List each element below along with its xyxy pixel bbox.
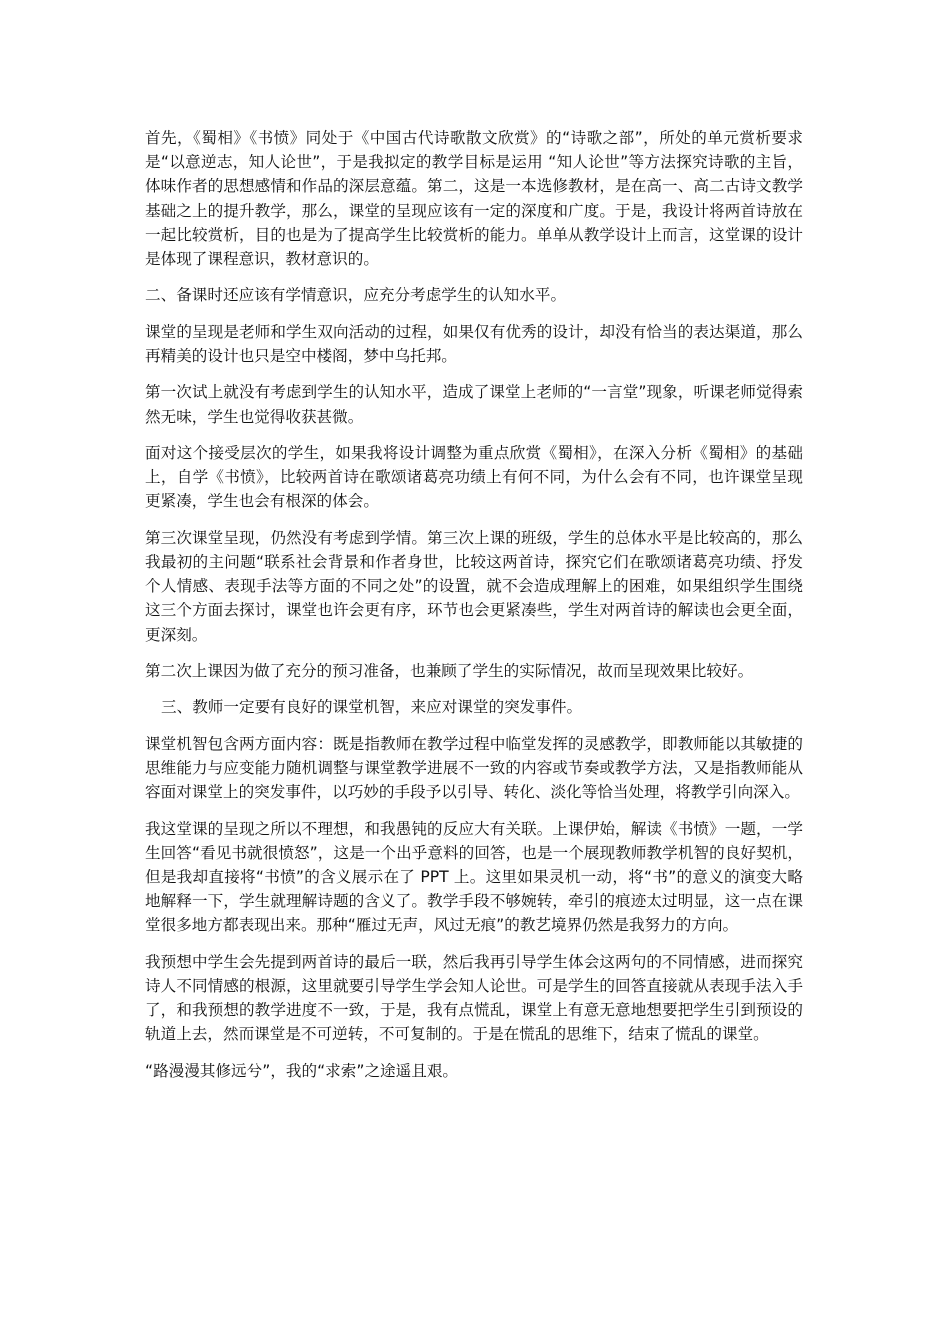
paragraph-reflection-expectation: 我预想中学生会先提到两首诗的最后一联，然后我再引导学生体会这两句的不同情感，进而探究诗人不同情感的根源，这里就要引导学生学会知人论世。可是学生的回答直接就从表现手法入手了，和我预想的教学进度不一致，于是，我有点慌乱，课堂上有意无意地想要把学生引到预设的轨道上去，然而课堂是不可逆转，不可复制的。于是在慌乱的思维下，结束了慌乱的课堂。 (145, 952, 803, 1044)
paragraph-two-way-activity: 课堂的呈现是老师和学生双向活动的过程，如果仅有优秀的设计，却没有恰当的表达渠道，那么再精美的设计也只是空中楼阁，梦中乌托邦。 (145, 322, 803, 365)
paragraph-classroom-wit-definition: 课堂机智包含两方面内容：既是指教师在教学过程中临堂发挥的灵感教学，即教师能以其敏捷的思维能力与应变能力随机调整与课堂教学进展不一致的内容或节奏或教学方法，又是指教师能从容面对课堂上的突发事件，以巧妙的手段予以引导、转化、淡化等恰当处理，将教学引向深入。 (145, 734, 803, 802)
paragraph-first-trial: 第一次试上就没有考虑到学生的认知水平，造成了课堂上老师的“一言堂”现象，听课老师觉得索然无味，学生也觉得收获甚微。 (145, 383, 803, 426)
paragraph-third-lesson: 第三次课堂呈现，仍然没有考虑到学情。第三次上课的班级，学生的总体水平是比较高的，那么我最初的主问题“联系社会背景和作者身世，比较这两首诗，探究它们在歌颂诸葛亮功绩、抒发个人情感、表现手法等方面的不同之处”的设置，就不会造成理解上的困难，如果组织学生围绕这三个方面去探讨，课堂也许会更有序，环节也会更紧凑些，学生对两首诗的解读也会更全面，更深刻。 (145, 528, 803, 644)
paragraph-adjust-design: 面对这个接受层次的学生，如果我将设计调整为重点欣赏《蜀相》，在深入分析《蜀相》的基础上，自学《书愤》，比较两首诗在歌颂诸葛亮功绩上有何不同，为什么会有不同，也许课堂呈现更紧凑，学生也会有根深的体会。 (145, 443, 803, 511)
document-body (145, 126, 803, 1095)
section-heading-learning-awareness: 二、备课时还应该有学情意识，应充分考虑学生的认知水平。 (145, 286, 567, 305)
paragraph-course-awareness: 首先，《蜀相》《书愤》同处于《中国古代诗歌散文欣赏》的“诗歌之部”，所处的单元赏析要求是“以意逆志，知人论世”，于是我拟定的教学目标是运用 “知人论世”等方法探究诗歌的主旨，体味作者的思想感情和作品的深层意蕴。第二，这是一本选修教材，是在高一、高二古诗文教学基础之上的提升教学，那么，课堂的呈现应该有一定的深度和广度。于是，我设计将两首诗放在一起比较赏析，目的也是为了提高学生比较赏析的能力。单单从教学设计上而言，这堂课的设计是体现了课程意识，教材意识的。 (145, 129, 803, 269)
section-heading-classroom-wit: 三、教师一定要有良好的课堂机智，来应对课堂的突发事件。 (161, 698, 583, 717)
paragraph-second-lesson: 第二次上课因为做了充分的预习准备，也兼顾了学生的实际情况，故而呈现效果比较好。 (145, 661, 754, 680)
paragraph-reflection-reaction: 我这堂课的呈现之所以不理想，和我愚钝的反应大有关联。上课伊始，解读《书愤》一题，一学生回答“看见书就很愤怒”，这是一个出乎意料的回答，也是一个展现教师教学机智的良好契机，但是我却直接将“书愤”的含义展示在了 PPT 上。这里如果灵机一动，将“书”的意义的演变大略地解释一下，学生就理解诗题的含义了。教学手段不够婉转，牵引的痕迹太过明显，这一点在课堂很多地方都表现出来。那种“雁过无声，风过无痕”的教艺境界仍然是我努力的方向。 (145, 819, 803, 935)
paragraph-closing-quote: “路漫漫其修远兮”，我的“求索”之途遥且艰。 (145, 1061, 459, 1080)
